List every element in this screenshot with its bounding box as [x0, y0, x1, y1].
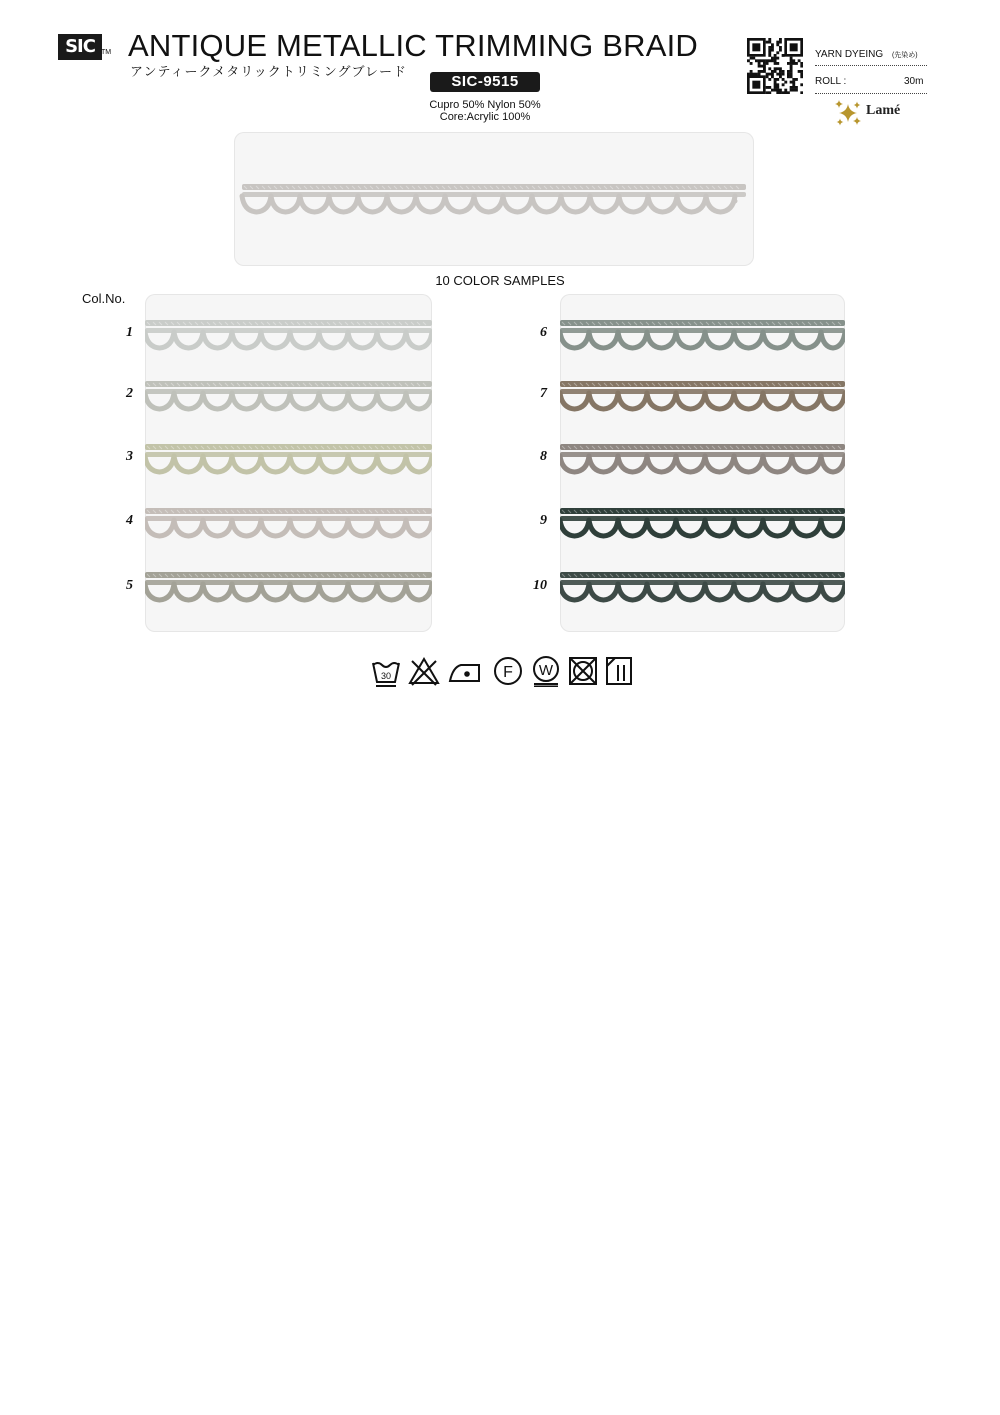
sparkle-icon — [834, 99, 862, 127]
wash-30-icon — [370, 655, 402, 687]
no-tumble-dry-icon — [567, 655, 599, 687]
color-number-3: 3 — [126, 449, 133, 464]
color-swatch-4 — [145, 508, 432, 536]
color-number-10: 10 — [533, 578, 547, 593]
color-swatch-2 — [145, 381, 432, 409]
color-number-8: 8 — [540, 449, 547, 464]
roll-label: ROLL : — [815, 76, 847, 87]
color-number-9: 9 — [540, 513, 547, 528]
color-swatch-9 — [560, 508, 845, 536]
qr-code-icon[interactable] — [747, 38, 803, 94]
color-number-7: 7 — [540, 386, 547, 401]
trademark-mark: TM — [101, 49, 112, 56]
wash-temperature: 30 — [380, 671, 392, 681]
samples-title: 10 COLOR SAMPLES — [435, 273, 565, 288]
color-swatch-6 — [560, 320, 845, 348]
samples-panel-right — [560, 294, 845, 632]
main-braid-swatch — [234, 132, 754, 266]
dry-clean-letter: F — [503, 664, 513, 681]
color-number-1: 1 — [126, 325, 133, 340]
composition-line-1: Cupro 50% Nylon 50% — [429, 99, 541, 111]
no-bleach-icon — [408, 655, 440, 687]
color-number-header: Col.No. — [82, 291, 126, 306]
color-swatch-3 — [145, 444, 432, 472]
main-sample-frame — [234, 132, 754, 266]
yarn-dyeing-text: YARN DYEING — [815, 49, 884, 60]
color-number-2: 2 — [126, 386, 133, 401]
color-swatch-5 — [145, 572, 432, 600]
page-title: ANTIQUE METALLIC TRIMMING BRAID — [128, 28, 698, 63]
color-number-5: 5 — [126, 578, 133, 593]
yarn-dyeing-label — [815, 49, 918, 60]
samples-panel-left — [145, 294, 432, 632]
brand-logo: SIC — [58, 34, 102, 60]
wet-clean-w-icon — [530, 655, 562, 687]
color-swatch-1 — [145, 320, 432, 348]
lame-badge-label: Lamé — [866, 103, 901, 118]
line-dry-shade-icon — [604, 655, 634, 687]
color-swatch-10 — [560, 572, 845, 600]
roll-value: 30m — [904, 76, 924, 87]
color-number-4: 4 — [126, 513, 133, 528]
japanese-subtitle: アンティークメタリックトリミングブレード — [130, 64, 408, 79]
color-swatch-7 — [560, 381, 845, 409]
yarn-dyeing-jp: (先染め) — [891, 52, 918, 59]
product-code-badge: SIC-9515 — [430, 72, 540, 92]
wet-clean-letter: W — [538, 662, 554, 679]
composition-line-2: Core:Acrylic 100% — [439, 111, 531, 123]
main-braid-strip — [242, 184, 746, 212]
dry-clean-f-icon — [492, 655, 524, 687]
color-swatch-8 — [560, 444, 845, 472]
color-number-6: 6 — [540, 325, 547, 340]
iron-low-icon — [447, 655, 483, 687]
divider — [815, 93, 927, 94]
divider — [815, 65, 927, 66]
